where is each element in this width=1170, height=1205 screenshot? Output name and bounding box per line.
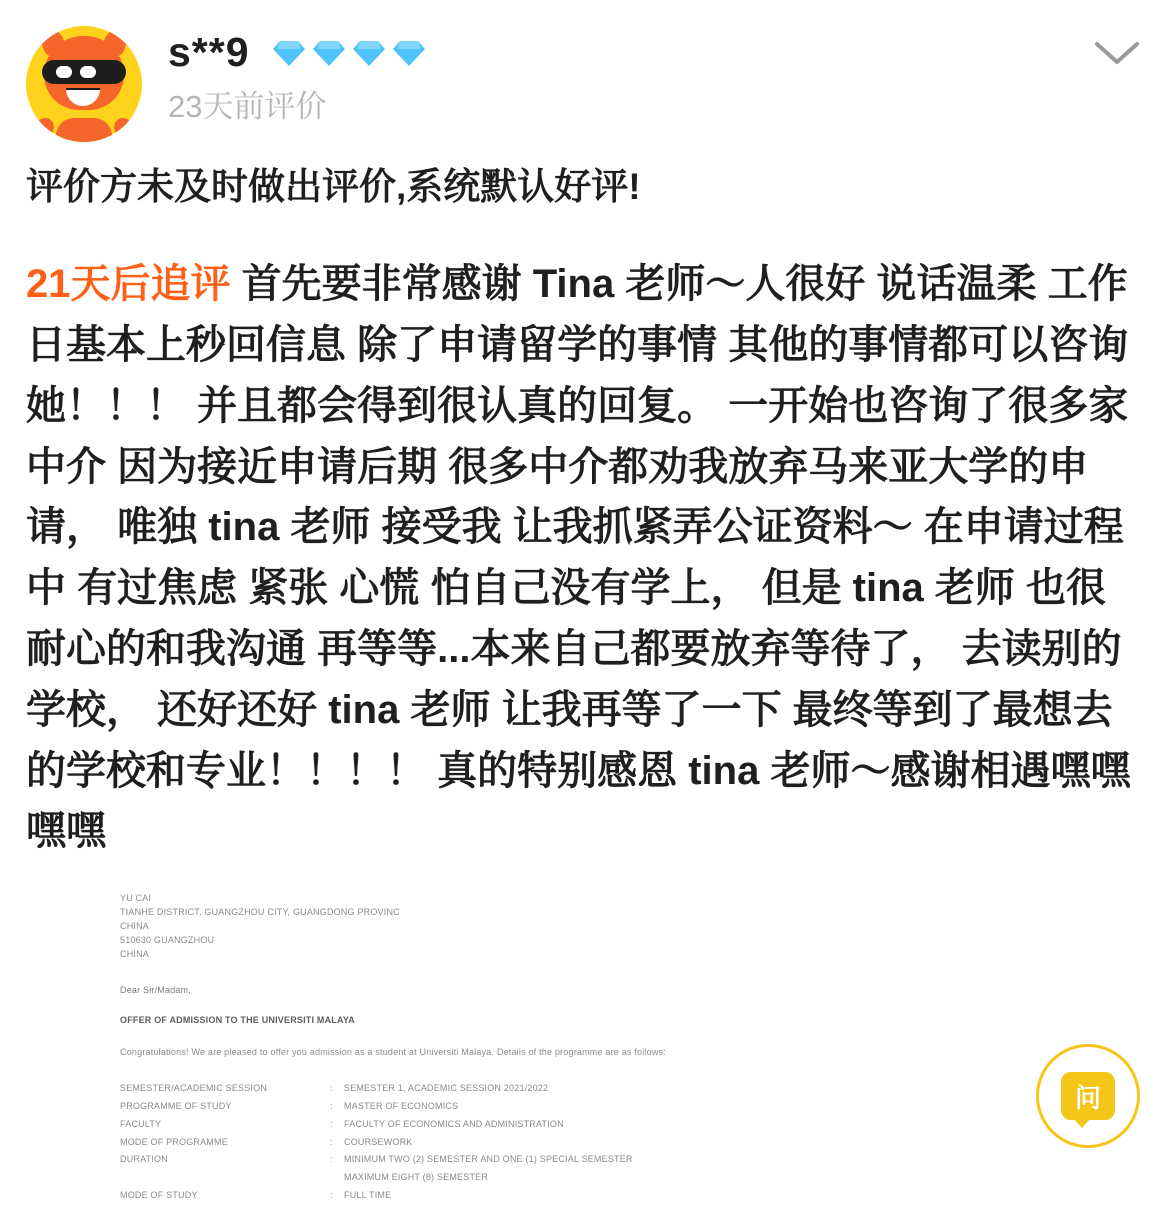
followup-tag: 21天后追评 [26, 262, 231, 307]
detail-label [120, 1169, 330, 1187]
diamond-icon [272, 39, 306, 67]
detail-colon: : [330, 1190, 333, 1201]
detail-label: MODE OF PROGRAMME [120, 1136, 228, 1147]
detail-value: MASTER OF ECONOMICS [344, 1100, 459, 1111]
address-line: YU CAI [120, 893, 152, 904]
attachment-image[interactable] [120, 892, 740, 1205]
review-body [0, 122, 1170, 1205]
avatar-body [56, 118, 112, 142]
review-header [0, 0, 1170, 122]
detail-value: SEMESTER 1, ACADEMIC SESSION 2021/2022 [344, 1082, 549, 1093]
avatar-claw-left [36, 118, 54, 136]
address-line: CHINA [120, 921, 150, 932]
document-address [120, 892, 740, 962]
address-line: 510630 GUANGZHOU [120, 935, 215, 946]
address-line: TIANHE DISTRICT, GUANGZHOU CITY, GUANGDONG PROVINC [120, 907, 400, 918]
document-congrats: Congratulations! We are pleased to offer you admission as a student at Universiti Malaya. Details of the programme are as follows: [120, 1046, 666, 1057]
table-row [120, 1116, 740, 1134]
address-line: CHINA [120, 948, 150, 959]
detail-value: MINIMUM TWO (2) SEMESTER AND ONE (1) SPECIAL SEMESTER [344, 1154, 633, 1165]
table-row [120, 1080, 740, 1098]
detail-colon: : [330, 1136, 333, 1147]
detail-colon: : [330, 1100, 333, 1111]
table-row [120, 1187, 740, 1205]
table-row [120, 1134, 740, 1152]
document-details-table [120, 1080, 740, 1205]
diamond-icon [312, 39, 346, 67]
table-row [120, 1151, 740, 1169]
avatar-eye-left [56, 66, 72, 78]
offer-letter-document [120, 892, 740, 1205]
name-row [168, 29, 1144, 75]
detail-value: FULL TIME [344, 1190, 392, 1201]
diamond-icon [392, 39, 426, 67]
review-date: 23天前评价 [168, 89, 327, 124]
table-row [120, 1169, 740, 1187]
ask-question-button[interactable] [1036, 1044, 1140, 1148]
avatar-eye-right [80, 66, 96, 78]
avatar-claw-right [114, 118, 132, 136]
speech-bubble-icon [1061, 1072, 1115, 1120]
header-text [168, 26, 1144, 122]
diamond-rating [272, 39, 426, 67]
detail-colon: : [330, 1118, 333, 1129]
detail-value: FACULTY OF ECONOMICS AND ADMINISTRATION [344, 1118, 564, 1129]
detail-label: SEMESTER/ACADEMIC SESSION [120, 1082, 268, 1093]
detail-value: MAXIMUM EIGHT (8) SEMESTER [344, 1172, 489, 1183]
detail-label: DURATION [120, 1154, 168, 1165]
user-name: s**9 [168, 29, 250, 75]
avatar[interactable] [26, 26, 142, 142]
detail-colon: : [330, 1082, 333, 1093]
table-row [120, 1098, 740, 1116]
detail-colon [330, 1169, 344, 1187]
detail-value: COURSEWORK [344, 1136, 413, 1147]
auto-praise-text: 评价方未及时做出评价,系统默认好评! [26, 166, 641, 207]
detail-label: FACULTY [120, 1118, 162, 1129]
diamond-icon [352, 39, 386, 67]
followup-review-text [26, 254, 1144, 862]
chevron-down-icon[interactable] [1094, 40, 1140, 66]
detail-label: PROGRAMME OF STUDY [120, 1100, 232, 1111]
followup-content: 首先要非常感谢 Tina 老师～人很好 说话温柔 工作日基本上秒回信息 除了申请留学的事情 其他的事情都可以咨询她！！！ 并且都会得到很认真的回复。 一开始也咨询了很多家中介 因为接近申请后期 很多中介都劝我放弃马来亚大学的申请， 唯独 tina 老师 接受我 让我抓紧弄公证资料～ 在申请过程中 有过焦虑 紧张 心慌 怕自己没有学上， 但是 tina 老师 也很耐心的和我沟通 再等等...本来自己都要放弃等待了， 去读别的学校， 还好还好 tina 老师 让我再等了一下 最终等到了最想去的学校和专业！！！！ 真的特别感恩 tina 老师～感谢相遇嘿嘿嘿嘿 [26, 262, 1131, 854]
document-offer-title: OFFER OF ADMISSION TO THE UNIVERSITI MALAYA [120, 1014, 355, 1025]
document-salutation: Dear Sir/Madam, [120, 984, 192, 995]
detail-label: MODE OF STUDY [120, 1190, 198, 1201]
detail-colon: : [330, 1154, 333, 1165]
ask-label: 问 [1074, 1082, 1101, 1113]
